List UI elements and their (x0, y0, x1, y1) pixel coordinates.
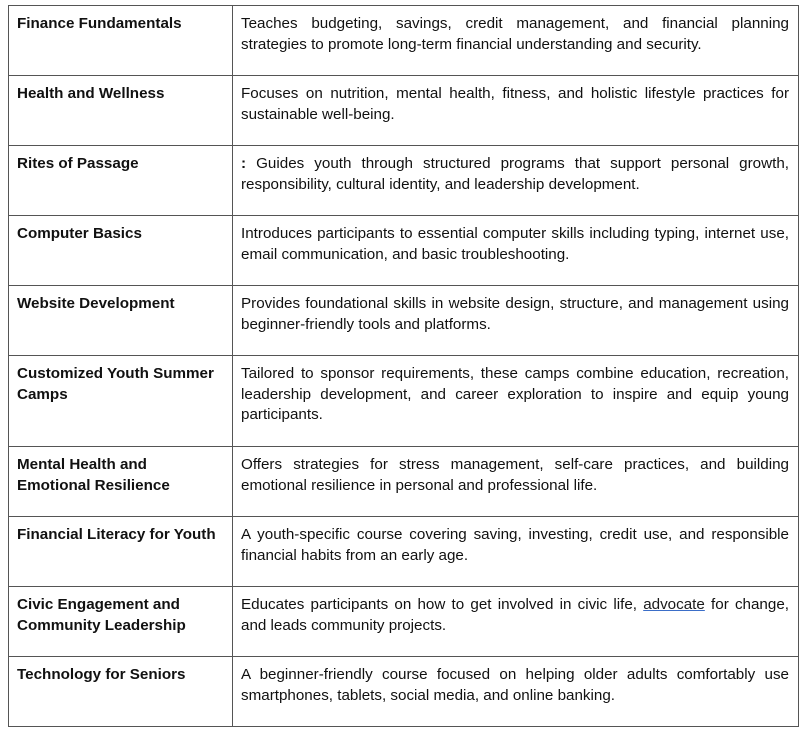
course-description: A beginner-friendly course focused on helping older adults comfortably use smartphones, tablets, social media, and online banking. (233, 657, 799, 727)
table-row (9, 517, 799, 587)
course-name: Health and Wellness (9, 76, 233, 146)
course-name: Finance Fundamentals (9, 6, 233, 76)
advocate-link[interactable]: advocate (643, 596, 705, 613)
course-name: Financial Literacy for Youth (9, 517, 233, 587)
course-name: Mental Health and Emotional Resilience (9, 447, 233, 517)
course-name: Website Development (9, 286, 233, 356)
course-description: Focuses on nutrition, mental health, fitness, and holistic lifestyle practices for sustainable well-being. (233, 76, 799, 146)
course-description (233, 146, 799, 216)
course-description: A youth-specific course covering saving, investing, credit use, and responsible financial habits from an early age. (233, 517, 799, 587)
course-name: Rites of Passage (9, 146, 233, 216)
description-text: for change, and leads community projects. (241, 596, 789, 634)
course-name: Customized Youth Summer Camps (9, 356, 233, 447)
table-row (9, 286, 799, 356)
course-description: Teaches budgeting, savings, credit management, and financial planning strategies to promote long-term financial understanding and security. (233, 6, 799, 76)
course-description: Offers strategies for stress management, self-care practices, and building emotional resilience in personal and professional life. (233, 447, 799, 517)
course-name: Technology for Seniors (9, 657, 233, 727)
table-row (9, 447, 799, 517)
course-description: Tailored to sponsor requirements, these camps combine education, recreation, leadership development, and career exploration to inspire and equip young participants. (233, 356, 799, 447)
description-text: Educates participants on how to get involved in civic life, (241, 596, 644, 613)
course-name: Civic Engagement and Community Leadership (9, 587, 233, 657)
description-prefix: : (241, 155, 257, 172)
course-name: Computer Basics (9, 216, 233, 286)
table-row (9, 356, 799, 447)
courses-table (8, 5, 799, 727)
table-row (9, 216, 799, 286)
table-row (9, 6, 799, 76)
course-description (233, 587, 799, 657)
course-description: Introduces participants to essential computer skills including typing, internet use, email communication, and basic troubleshooting. (233, 216, 799, 286)
table-row (9, 146, 799, 216)
table-row (9, 657, 799, 727)
table-row (9, 76, 799, 146)
description-text: Guides youth through structured programs that support personal growth, responsibility, cultural identity, and leadership development. (241, 155, 789, 193)
table-row (9, 587, 799, 657)
course-description: Provides foundational skills in website design, structure, and management using beginner-friendly tools and platforms. (233, 286, 799, 356)
